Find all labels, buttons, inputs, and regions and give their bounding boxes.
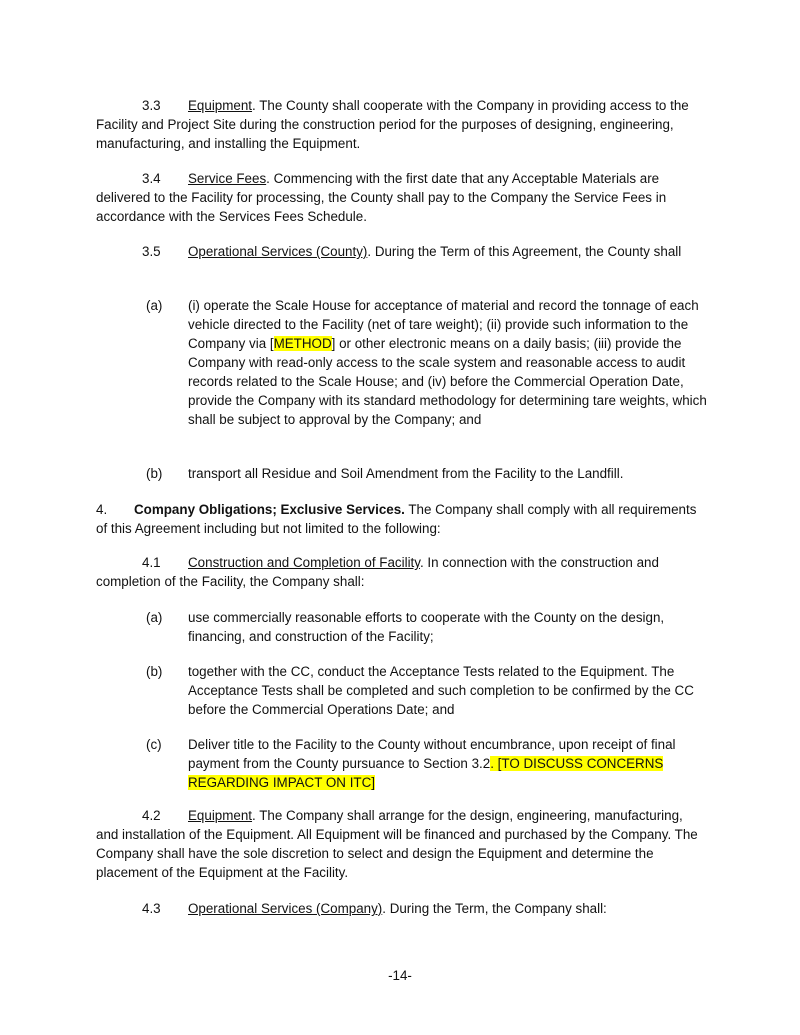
section-number: 3.5: [142, 244, 161, 259]
section-number: 4.2: [142, 808, 161, 823]
section-title: Company Obligations; Exclusive Services.: [134, 502, 405, 517]
section-number: 4.: [96, 502, 108, 517]
highlighted-text: METHOD: [273, 336, 332, 351]
clause-text-part: Deliver title to the Facility to the County without encumbrance, upon receipt of final payment from the County pursuance to Section 3.2: [188, 737, 676, 771]
section-text: . During the Term of this Agreement, the County shall: [367, 244, 682, 259]
section-3-4: [96, 169, 708, 226]
clause-4-1-c: [146, 735, 716, 792]
clause-label: (c): [146, 737, 162, 752]
clause-label: (b): [146, 466, 163, 481]
clause-text-part: (i) operate the Scale House for acceptance of material and record the tonnage of each vehicle directed to the Facility (net of tare weight); (ii) provide such information to the Company via [: [188, 298, 699, 351]
clause-text-part: ] or other electronic means on a daily basis; (iii) provide the Company with read-only access to the scale system and reasonable access to audit records related to the Scale House; and (iv) before the Commercial Operation Date, provide the Company with its standard methodology for determining tare weights, which shall be subject to approval by the Company; and: [188, 336, 707, 427]
section-title: Construction and Completion of Facility: [188, 555, 420, 570]
section-text: . In connection with the construction and completion of the Facility, the Company shall:: [96, 555, 659, 589]
section-title: Equipment: [188, 808, 253, 823]
section-title: Equipment: [188, 98, 253, 113]
highlighted-note: . [TO DISCUSS CONCERNS REGARDING IMPACT ON ITC]: [188, 756, 664, 790]
clause-label: (b): [146, 664, 163, 679]
section-3-3: [96, 96, 708, 153]
clause-4-1-a: [146, 608, 716, 646]
section-number: 4.1: [142, 555, 161, 570]
page-number: -14-: [388, 968, 412, 983]
clause-text: [188, 735, 713, 792]
section-text: The Company shall comply with all requirements of this Agreement including but not limited to the following:: [96, 502, 697, 536]
section-3-5: [96, 242, 708, 261]
section-title: Operational Services (Company): [188, 901, 383, 916]
section-text: . During the Term, the Company shall:: [382, 901, 607, 916]
clause-label: (a): [146, 610, 163, 625]
section-4-3: [96, 899, 708, 918]
section-title: Operational Services (County): [188, 244, 368, 259]
section-number: 3.3: [142, 98, 161, 113]
section-title: Service Fees: [188, 171, 267, 186]
section-text: . Commencing with the first date that any Acceptable Materials are delivered to the Facility for processing, the County shall pay to the Company the Service Fees in accordance with the Services Fees Schedule.: [96, 171, 667, 224]
clause-text: [188, 296, 713, 429]
clause-text: together with the CC, conduct the Acceptance Tests related to the Equipment. The Acceptance Tests shall be completed and such completion to be confirmed by the CC before the Commercial Operations Date; and: [188, 664, 694, 717]
section-4-2: [96, 806, 708, 882]
section-4-1: [96, 553, 708, 591]
clause-4-1-b: [146, 662, 716, 719]
clause-label: (a): [146, 298, 163, 313]
clause-3-5-a: [146, 296, 716, 451]
section-4: [96, 500, 708, 538]
clause-3-5-b: [146, 464, 716, 483]
section-text: . The County shall cooperate with the Company in providing access to the Facility and Project Site during the construction period for the purposes of designing, engineering, manufacturing, and installing the Equipment.: [96, 98, 689, 151]
section-text: . The Company shall arrange for the design, engineering, manufacturing, and installation of the Equipment. All Equipment will be financed and purchased by the Company. The Company shall have the sole discretion to select and design the Equipment and determine the placement of the Equipment at the Facility.: [96, 808, 698, 880]
clause-text: use commercially reasonable efforts to cooperate with the County on the design, financing, and construction of the Facility;: [188, 610, 665, 644]
clause-text: transport all Residue and Soil Amendment from the Facility to the Landfill.: [188, 466, 624, 481]
section-number: 3.4: [142, 171, 161, 186]
section-number: 4.3: [142, 901, 161, 916]
